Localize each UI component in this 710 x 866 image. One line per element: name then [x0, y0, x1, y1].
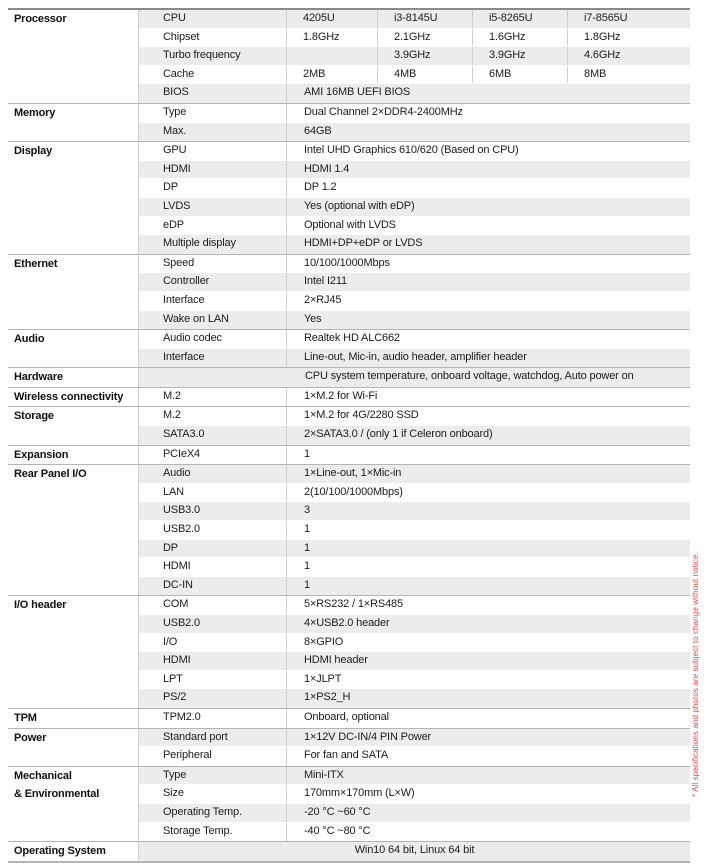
spec-row [139, 123, 690, 142]
spec-section [8, 729, 690, 767]
spec-label: HDMI [139, 558, 287, 576]
category-label: Expansion [14, 448, 69, 461]
spec-row [139, 446, 690, 465]
spec-row [139, 349, 690, 368]
category-label: Storage [14, 410, 54, 423]
spec-value: 4205U [287, 10, 378, 28]
spec-section [8, 104, 690, 142]
spec-label: Chipset [139, 29, 287, 47]
spec-row [139, 596, 690, 615]
spec-value: 2×RJ45 [287, 292, 690, 310]
category-cell [8, 104, 138, 141]
spec-label: LAN [139, 484, 287, 502]
section-rows [138, 388, 690, 407]
spec-label: Max. [139, 123, 287, 142]
spec-label: Controller [139, 273, 287, 291]
spec-row [139, 66, 690, 85]
spec-label: USB2.0 [139, 615, 287, 633]
spec-label: Type [139, 104, 287, 122]
spec-row [139, 217, 690, 236]
spec-label: DC-IN [139, 577, 287, 596]
spec-section [8, 709, 690, 729]
spec-value: Yes (optional with eDP) [287, 198, 690, 216]
spec-value: 4×USB2.0 header [287, 615, 690, 633]
spec-row [139, 671, 690, 690]
section-rows [138, 142, 690, 254]
category-label: Power [14, 731, 47, 744]
section-rows [138, 767, 690, 841]
spec-label: USB3.0 [139, 502, 287, 520]
category-label: Display [14, 145, 53, 158]
category-label: Ethernet [14, 257, 58, 270]
spec-value: 1×12V DC-IN/4 PIN Power [287, 729, 690, 747]
spec-label: Multiple display [139, 235, 287, 254]
spec-row [139, 10, 690, 29]
spec-value: DP 1.2 [287, 179, 690, 197]
spec-row [139, 540, 690, 559]
section-rows [138, 330, 690, 367]
category-cell [8, 596, 138, 708]
spec-value: 1 [287, 540, 690, 558]
category-label: Rear Panel I/O [14, 468, 87, 481]
spec-row [139, 426, 690, 445]
spec-row [139, 558, 690, 577]
spec-row [139, 84, 690, 103]
spec-value: 2(10/100/1000Mbps) [287, 484, 690, 502]
spec-section [8, 407, 690, 445]
spec-value: HDMI+DP+eDP or LVDS [287, 235, 690, 254]
spec-row [139, 47, 690, 66]
spec-row [139, 388, 690, 407]
spec-value: AMI 16MB UEFI BIOS [287, 84, 690, 103]
category-cell [8, 729, 138, 766]
spec-row [139, 502, 690, 521]
spec-label: DP [139, 179, 287, 197]
spec-value: Yes [287, 311, 690, 330]
spec-value: 4MB [378, 66, 473, 84]
spec-row [139, 615, 690, 634]
spec-section [8, 368, 690, 388]
category-cell [8, 407, 138, 444]
spec-label: I/O [139, 634, 287, 652]
spec-value: 4.6GHz [568, 47, 690, 65]
spec-value: 1×M.2 for Wi-Fi [287, 388, 690, 407]
spec-label: PCIeX4 [139, 446, 287, 465]
spec-row [139, 368, 690, 387]
spec-label: Operating Temp. [139, 804, 287, 822]
spec-label: Speed [139, 255, 287, 273]
spec-row [139, 255, 690, 274]
section-rows [138, 465, 690, 595]
category-cell [8, 142, 138, 254]
section-rows [138, 368, 690, 387]
spec-value: 3.9GHz [378, 47, 473, 65]
spec-value: Win10 64 bit, Linux 64 bit [139, 842, 690, 861]
spec-value: Realtek HD ALC662 [287, 330, 690, 348]
spec-value: HDMI 1.4 [287, 161, 690, 179]
section-rows [138, 255, 690, 329]
spec-label: LPT [139, 671, 287, 689]
spec-value: 1×Line-out, 1×Mic-in [287, 465, 690, 483]
spec-label: CPU [139, 10, 287, 28]
spec-value: Intel I211 [287, 273, 690, 291]
spec-value: Mini-ITX [287, 767, 690, 785]
spec-label: Audio codec [139, 330, 287, 348]
spec-value: 8MB [568, 66, 690, 84]
category-label: Processor [14, 13, 67, 25]
spec-row [139, 330, 690, 349]
spec-value: HDMI header [287, 652, 690, 670]
category-cell [8, 767, 138, 841]
spec-label: HDMI [139, 161, 287, 179]
spec-label: M.2 [139, 407, 287, 425]
category-cell [8, 709, 138, 728]
category-label: I/O header [14, 599, 67, 612]
spec-value: 2×SATA3.0 / (only 1 if Celeron onboard) [287, 426, 690, 445]
spec-row [139, 273, 690, 292]
spec-label: GPU [139, 142, 287, 160]
spec-row [139, 767, 690, 786]
spec-row [139, 729, 690, 748]
category-label: TPM [14, 711, 37, 724]
category-label: Memory [14, 106, 56, 119]
spec-row [139, 179, 690, 198]
spec-label: Peripheral [139, 747, 287, 766]
spec-row [139, 161, 690, 180]
section-rows [138, 104, 690, 141]
spec-label: USB2.0 [139, 521, 287, 539]
category-cell [8, 465, 138, 595]
category-cell [8, 446, 138, 465]
spec-label: LVDS [139, 198, 287, 216]
spec-value: 1.8GHz [287, 29, 378, 47]
spec-section [8, 388, 690, 408]
spec-value: 170mm×170mm (L×W) [287, 785, 690, 803]
spec-label: SATA3.0 [139, 426, 287, 445]
spec-value: 3 [287, 502, 690, 520]
category-label: Audio [14, 333, 45, 346]
category-label: & Environmental [14, 788, 100, 801]
spec-row [139, 747, 690, 766]
spec-label: Cache [139, 66, 287, 84]
spec-label: Interface [139, 292, 287, 310]
spec-row [139, 484, 690, 503]
spec-section [8, 446, 690, 466]
spec-value: 1×M.2 for 4G/2280 SSD [287, 407, 690, 425]
spec-label: Storage Temp. [139, 823, 287, 842]
spec-value: -20 °C ~60 °C [287, 804, 690, 822]
spec-row [139, 634, 690, 653]
spec-label: Wake on LAN [139, 311, 287, 330]
section-rows [138, 729, 690, 766]
spec-value: For fan and SATA [287, 747, 690, 766]
spec-section [8, 842, 690, 861]
spec-label: eDP [139, 217, 287, 235]
spec-value: 2MB [287, 66, 378, 84]
spec-value [287, 47, 378, 65]
spec-value: 1 [287, 558, 690, 576]
section-rows [138, 842, 690, 861]
spec-row [139, 104, 690, 123]
spec-row [139, 29, 690, 48]
section-rows [138, 446, 690, 465]
spec-value: Optional with LVDS [287, 217, 690, 235]
spec-row [139, 804, 690, 823]
spec-value: 8×GPIO [287, 634, 690, 652]
spec-label: Interface [139, 349, 287, 368]
spec-row [139, 292, 690, 311]
spec-label: Turbo frequency [139, 47, 287, 65]
spec-row [139, 198, 690, 217]
spec-value: 1 [287, 577, 690, 596]
spec-row [139, 823, 690, 842]
category-cell [8, 388, 138, 407]
spec-label: Audio [139, 465, 287, 483]
spec-section [8, 142, 690, 255]
spec-section [8, 255, 690, 330]
spec-value: Intel UHD Graphics 610/620 (Based on CPU) [287, 142, 690, 160]
spec-value: 1.8GHz [568, 29, 690, 47]
category-cell [8, 368, 138, 387]
spec-section [8, 10, 690, 104]
spec-value: 5×RS232 / 1×RS485 [287, 596, 690, 614]
spec-label: Standard port [139, 729, 287, 747]
spec-value: i5-8265U [473, 10, 568, 28]
spec-label: DP [139, 540, 287, 558]
spec-value: CPU system temperature, onboard voltage, watchdog, Auto power on [139, 368, 690, 387]
spec-section [8, 767, 690, 842]
spec-value: Line-out, Mic-in, audio header, amplifier header [287, 349, 690, 368]
spec-row [139, 652, 690, 671]
spec-value: i7-8565U [568, 10, 690, 28]
spec-row [139, 407, 690, 426]
spec-value: -40 °C ~80 °C [287, 823, 690, 842]
spec-row [139, 142, 690, 161]
spec-label: PS/2 [139, 689, 287, 708]
spec-row [139, 689, 690, 708]
spec-label: COM [139, 596, 287, 614]
spec-value: 1×JLPT [287, 671, 690, 689]
section-rows [138, 596, 690, 708]
spec-row [139, 842, 690, 861]
category-cell [8, 255, 138, 329]
spec-row [139, 235, 690, 254]
footnote-disclaimer: * All specifications and photos are subject to change without notice. [691, 552, 700, 797]
spec-value: 1.6GHz [473, 29, 568, 47]
spec-row [139, 465, 690, 484]
spec-label: TPM2.0 [139, 709, 287, 728]
spec-value: 1 [287, 446, 690, 465]
category-cell [8, 330, 138, 367]
spec-value: 3.9GHz [473, 47, 568, 65]
spec-section [8, 596, 690, 709]
spec-value: 6MB [473, 66, 568, 84]
spec-row [139, 521, 690, 540]
category-label: Wireless connectivity [14, 390, 124, 403]
category-label: Mechanical [14, 769, 72, 782]
spec-value: 1×PS2_H [287, 689, 690, 708]
spec-section [8, 465, 690, 596]
category-label: Hardware [14, 371, 63, 384]
section-rows [138, 10, 690, 103]
spec-value: Dual Channel 2×DDR4-2400MHz [287, 104, 690, 122]
spec-value: 10/100/1000Mbps [287, 255, 690, 273]
spec-value: 1 [287, 521, 690, 539]
category-cell [8, 842, 138, 861]
spec-value: i3-8145U [378, 10, 473, 28]
spec-label: HDMI [139, 652, 287, 670]
spec-label: M.2 [139, 388, 287, 407]
spec-table [8, 8, 690, 863]
spec-value: Onboard, optional [287, 709, 690, 728]
spec-row [139, 709, 690, 728]
spec-label: Type [139, 767, 287, 785]
spec-label: BIOS [139, 84, 287, 103]
category-label: Operating System [14, 845, 106, 858]
section-rows [138, 407, 690, 444]
spec-value: 2.1GHz [378, 29, 473, 47]
spec-row [139, 311, 690, 330]
section-rows [138, 709, 690, 728]
category-cell [8, 10, 138, 103]
spec-row [139, 577, 690, 596]
spec-label: Size [139, 785, 287, 803]
spec-row [139, 785, 690, 804]
spec-section [8, 330, 690, 368]
spec-value: 64GB [287, 123, 690, 142]
